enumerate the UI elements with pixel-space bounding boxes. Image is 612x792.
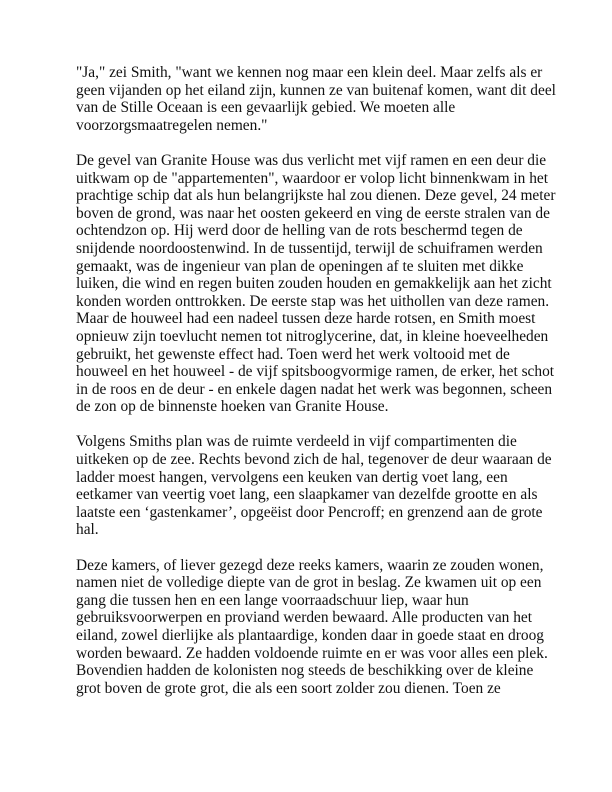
paragraph-3: Volgens Smiths plan was de ruimte verdeeld in vijf compartimenten die uitkeken op de zee. Rechts bevond zich de hal, tegenover de deur waaraan de ladder moest hangen, vervolgens een keuken van dertig voet lang, een eetkamer van veertig voet lang, een slaapkamer van dezelfde grootte en als laatste een ‘gastenkamer’, opgeëist door Pencroff; en grenzend aan de grote hal. bbox=[76, 433, 552, 539]
paragraph-2: De gevel van Granite House was dus verlicht met vijf ramen en een deur die uitkwam op de "appartementen", waardoor er volop licht binnenkwam in het prachtige schip dat als hun belangrijkste hal zou dienen. Deze gevel, 24 meter boven de grond, was naar het oosten gekeerd en ving de eerste stralen van de ochtendzon op. Hij werd door de helling van de rots beschermd tegen de snijdende noordoostenwind. In de tussentijd, terwijl de schuiframen werden gemaakt, was de ingenieur van plan de openingen af te sluiten met dikke luiken, die wind en regen buiten zouden houden en gemakkelijk aan het zicht konden worden onttrokken. De eerste stap was het uithollen van deze ramen. Maar de houweel had een nadeel tussen deze harde rotsen, en Smith moest opnieuw zijn toevlucht nemen tot nitroglycerine, dat, in kleine hoeveelheden gebruikt, het gewenste effect had. Toen werd het werk voltooid met de houweel en het houweel - de vijf spitsboogvormige ramen, de erker, het schot in de roos en de deur - en enkele dagen nadat het werk was begonnen, scheen de zon op de binnenste hoeken van Granite House. bbox=[76, 151, 556, 416]
paragraph-4: Deze kamers, of liever gezegd deze reeks kamers, waarin ze zouden wonen, namen niet de volledige diepte van de grot in beslag. Ze kwamen uit op een gang die tussen hen en een lange voorraadschuur liep, waar hun gebruiksvoorwerpen en proviand werden bewaard. Alle producten van het eiland, zowel dierlijke als plantaardige, konden daar in goede staat en droog worden bewaard. Ze hadden voldoende ruimte en er was voor alles een plek. Bovendien hadden de kolonisten nog steeds de beschikking over de kleine grot boven de grote grot, die als een soort zolder zou dienen. Toen ze bbox=[76, 556, 548, 697]
document-page bbox=[76, 64, 556, 715]
paragraph-1: "Ja," zei Smith, "want we kennen nog maar een klein deel. Maar zelfs als er geen vijanden op het eiland zijn, kunnen ze van buitenaf komen, want dit deel van de Stille Oceaan is een gevaarlijk gebied. We moeten alle voorzorgsmaatregelen nemen." bbox=[76, 64, 556, 134]
